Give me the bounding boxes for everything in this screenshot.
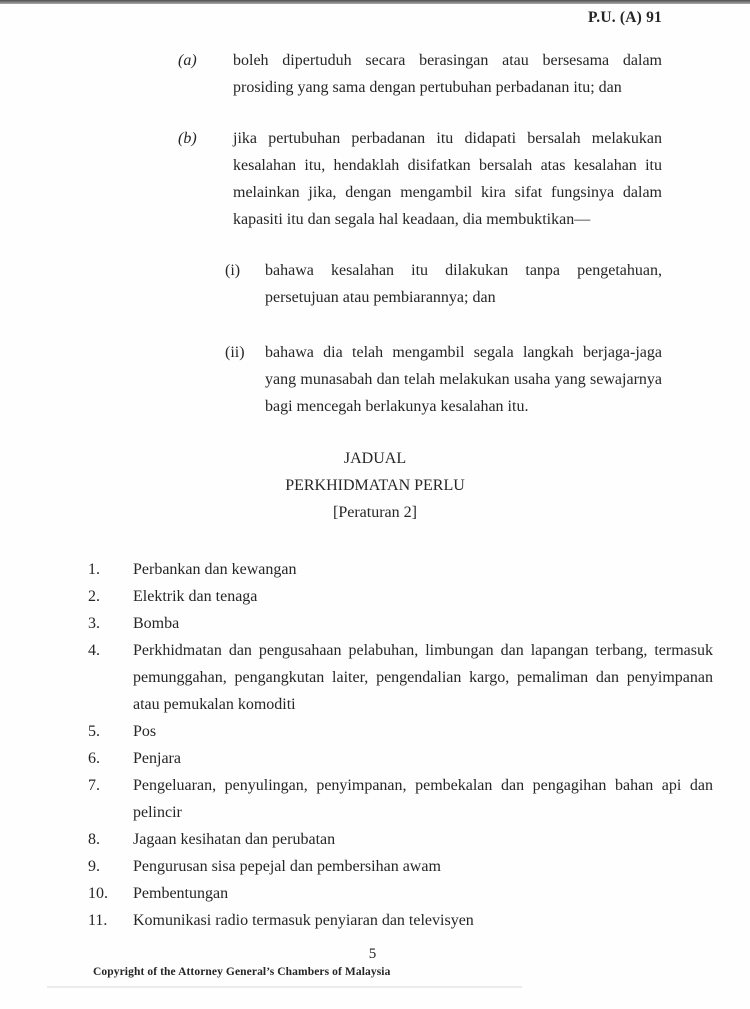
item-number: 8. bbox=[88, 831, 100, 848]
item-text: Pos bbox=[133, 723, 157, 740]
schedule-item bbox=[88, 718, 713, 745]
item-text: Pengurusan sisa pepejal dan pembersihan awam bbox=[133, 858, 441, 875]
item-number: 3. bbox=[88, 615, 100, 632]
item-number: 1. bbox=[88, 561, 100, 578]
subparagraph-ii-label: (ii) bbox=[225, 344, 245, 361]
item-number: 7. bbox=[88, 777, 100, 794]
subparagraph-i-label: (i) bbox=[225, 262, 241, 279]
item-number: 2. bbox=[88, 588, 100, 605]
item-text: Jagaan kesihatan dan perubatan bbox=[133, 831, 336, 848]
subparagraph-i-text: bahawa kesalahan itu dilakukan tanpa pengetahuan, persetujuan atau pembiarannya; dan bbox=[265, 262, 662, 306]
schedule-item bbox=[88, 907, 713, 934]
item-text: Bomba bbox=[133, 615, 180, 632]
page-number: 5 bbox=[368, 946, 377, 962]
item-text: Pengeluaran, penyulingan, penyimpanan, pembekalan dan pengagihan bahan api dan pelincir bbox=[133, 777, 713, 821]
item-number: 4. bbox=[88, 642, 100, 659]
schedule-item bbox=[88, 610, 713, 637]
item-text: Elektrik dan tenaga bbox=[133, 588, 258, 605]
header-reference: P.U. (A) 91 bbox=[588, 9, 662, 26]
schedule-item bbox=[88, 880, 713, 907]
item-number: 9. bbox=[88, 858, 100, 875]
item-text: Komunikasi radio termasuk penyiaran dan televisyen bbox=[133, 912, 474, 929]
schedule-list bbox=[88, 556, 713, 934]
item-number: 10. bbox=[88, 885, 108, 902]
item-number: 6. bbox=[88, 750, 100, 767]
paragraph-b-text: jika pertubuhan perbadanan itu didapati bersalah melakukan kesalahan itu, hendaklah disifatkan bersalah atas kesalahan itu melainkan jika, dengan mengambil kira sifat fungsinya dalam kapasiti itu dan segala hal keadaan, dia membuktikan— bbox=[233, 130, 662, 228]
schedule-reference: [Peraturan 2] bbox=[333, 504, 417, 521]
schedule-title: JADUAL bbox=[343, 450, 407, 467]
item-text: Perbankan dan kewangan bbox=[133, 561, 297, 578]
schedule-item bbox=[88, 772, 713, 826]
item-text: Penjara bbox=[133, 750, 181, 767]
subparagraph-ii-text: bahawa dia telah mengambil segala langkah berjaga-jaga yang munasabah dan telah melakukan usaha yang sewajarnya bagi mencegah berlakunya kesalahan itu. bbox=[265, 344, 662, 415]
paragraph-a-text: boleh dipertuduh secara berasingan atau bersesama dalam prosiding yang sama dengan pertubuhan perbadanan itu; dan bbox=[233, 52, 662, 96]
schedule-subtitle: PERKHIDMATAN PERLU bbox=[285, 477, 465, 494]
item-number: 5. bbox=[88, 723, 100, 740]
schedule-item bbox=[88, 853, 713, 880]
item-number: 11. bbox=[88, 912, 108, 929]
item-text: Pembentungan bbox=[133, 885, 229, 902]
schedule-heading bbox=[0, 445, 750, 526]
schedule-item bbox=[88, 745, 713, 772]
copyright-notice: Copyright of the Attorney General’s Chambers of Malaysia bbox=[93, 966, 391, 978]
schedule-item bbox=[88, 583, 713, 610]
scan-artifact-line bbox=[47, 986, 522, 988]
schedule-item bbox=[88, 826, 713, 853]
paragraph-a-label: (a) bbox=[178, 52, 197, 69]
paragraph-b-label: (b) bbox=[178, 130, 197, 147]
schedule-item bbox=[88, 556, 713, 583]
schedule-item bbox=[88, 637, 713, 718]
item-text: Perkhidmatan dan pengusahaan pelabuhan, limbungan dan lapangan terbang, termasuk pemunggahan, pengangkutan laiter, pengendalian kargo, pemaliman dan penyimpanan atau pemukalan komoditi bbox=[133, 642, 713, 713]
